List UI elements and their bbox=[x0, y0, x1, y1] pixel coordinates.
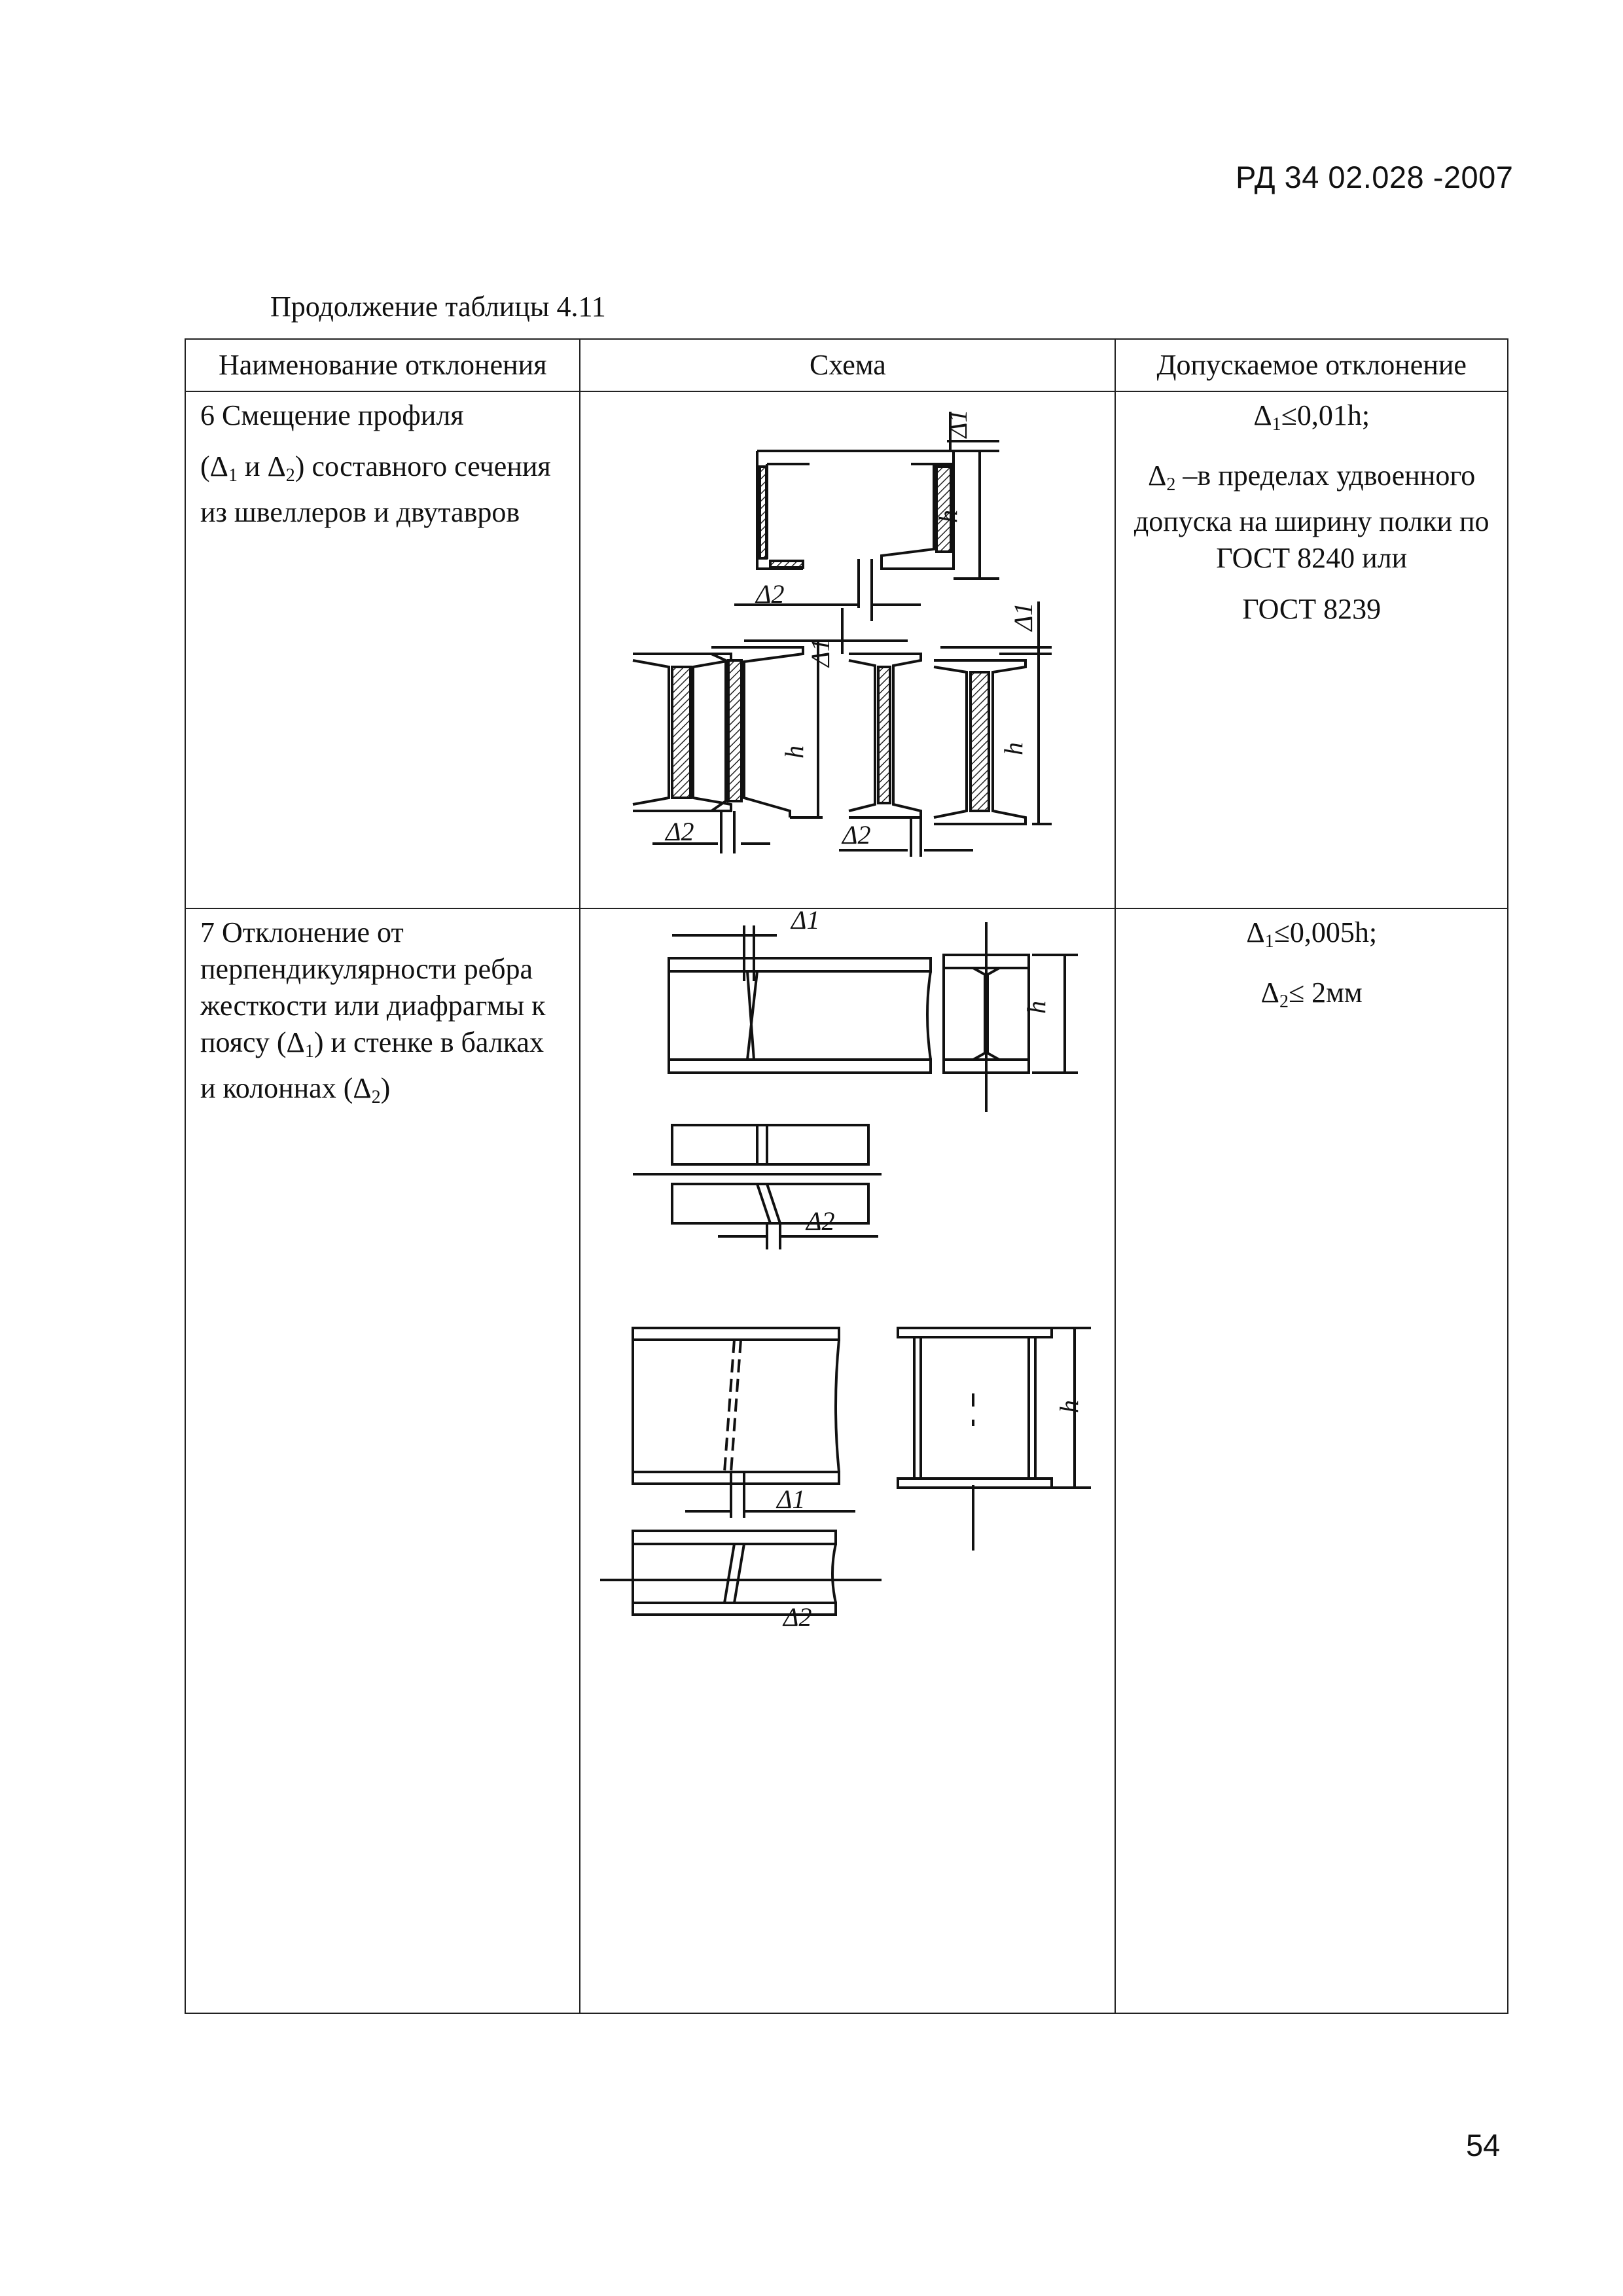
table-row bbox=[185, 908, 1508, 2013]
table-caption: Продолжение таблицы 4.11 bbox=[270, 291, 606, 323]
delta1-label: Δ1 bbox=[777, 1484, 806, 1514]
row6-name-cell bbox=[185, 391, 580, 908]
row6-schema-cell bbox=[580, 391, 1115, 908]
height-label: h bbox=[999, 742, 1029, 755]
delta2-label: Δ2 bbox=[806, 1206, 835, 1236]
height-label: h bbox=[1054, 1400, 1084, 1413]
row7-tolerance-1: $\Delta_1\le 0,005h$; bbox=[1246, 916, 1378, 952]
row7-tolerance-cell bbox=[1115, 908, 1508, 2013]
row7-name-cell bbox=[185, 908, 580, 2013]
row6-name-title: 6 Смещение профиля bbox=[200, 399, 464, 431]
profile-offset-diagram bbox=[580, 392, 1115, 908]
delta1-label: Δ1 bbox=[791, 909, 820, 935]
delta2-label: Δ2 bbox=[783, 1602, 812, 1629]
height-label: h bbox=[933, 510, 963, 523]
row6-tolerance-2: $\Delta_2$ –в пределах удвоенного допуска на ширину полки по ГОСТ 8240 или bbox=[1133, 459, 1489, 574]
row7-name-desc: 7 Отклонение от перпендикулярности ребра жесткости или диафрагмы к поясу $(\Delta_1)$ и стенке в балках и колоннах $(\Delta_2)$ bbox=[200, 916, 546, 1107]
header-tolerance: Допускаемое отклонение bbox=[1115, 339, 1508, 391]
height-label: h bbox=[779, 745, 810, 759]
height-label: h bbox=[1022, 1001, 1052, 1014]
row6-tolerance-1: $\Delta_1\le 0,01h$; bbox=[1253, 399, 1370, 435]
table-row bbox=[185, 391, 1508, 908]
header-schema: Схема bbox=[580, 339, 1115, 391]
row7-schema-cell bbox=[580, 908, 1115, 2013]
row7-tolerance-2: $\Delta_2\le 2мм$ bbox=[1260, 977, 1363, 1012]
stiffener-perpendicularity-diagram bbox=[580, 909, 1115, 1629]
delta2-label: Δ2 bbox=[666, 817, 694, 846]
document-code: РД 34 02.028 -2007 bbox=[1236, 160, 1514, 194]
row6-tolerance-3: ГОСТ 8239 bbox=[1242, 593, 1382, 625]
delta1-label: Δ1 bbox=[1008, 602, 1039, 631]
delta1-label: Δ1 bbox=[806, 638, 836, 667]
delta2-label: Δ2 bbox=[756, 579, 785, 609]
header-name: Наименование отклонения bbox=[185, 339, 580, 391]
row6-name-desc: ($\Delta_1$ и $\Delta_2$) составного сечения из швеллеров и двутавров bbox=[200, 450, 551, 528]
delta1-label: Δ1 bbox=[943, 409, 973, 438]
deviations-table bbox=[185, 338, 1508, 2014]
table-header-row bbox=[185, 339, 1508, 391]
page-number: 54 bbox=[1466, 2128, 1501, 2162]
row6-tolerance-cell bbox=[1115, 391, 1508, 908]
delta2-label: Δ2 bbox=[842, 820, 871, 850]
